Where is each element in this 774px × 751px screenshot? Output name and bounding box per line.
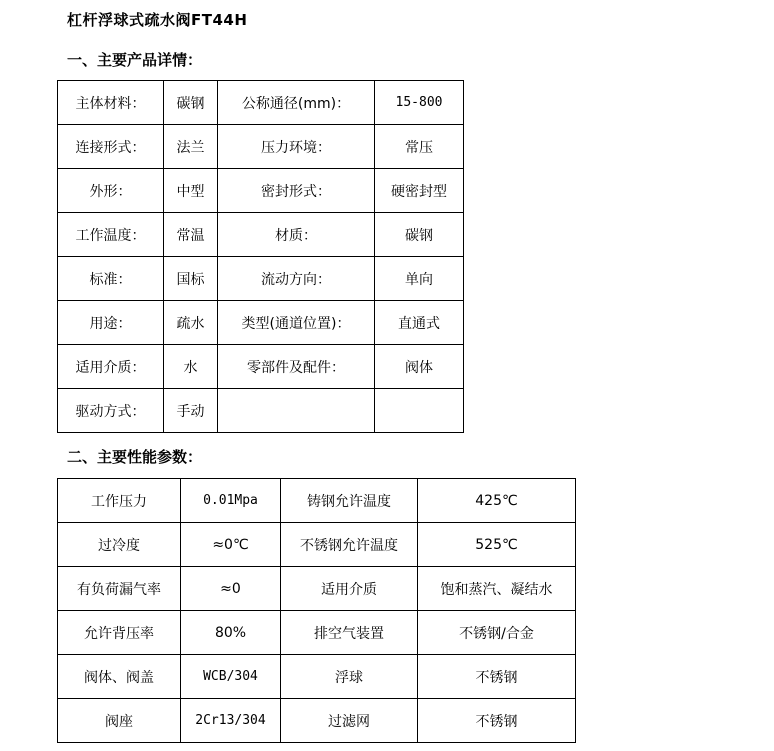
table-row (58, 213, 464, 257)
table-cell: 单向 (375, 257, 464, 301)
table-cell: 适用介质 (281, 567, 418, 611)
table-cell: 过滤网 (281, 699, 418, 743)
table-row (58, 699, 576, 743)
table-cell: 法兰 (164, 125, 218, 169)
table-cell: 允许背压率 (58, 611, 181, 655)
table-cell: 碳钢 (164, 81, 218, 125)
table-cell: 525℃ (418, 523, 576, 567)
table-cell: WCB/304 (181, 655, 281, 699)
table-cell: 阀座 (58, 699, 181, 743)
table-cell: 过冷度 (58, 523, 181, 567)
table-cell: 手动 (164, 389, 218, 433)
table-cell: 标准： (58, 257, 164, 301)
document-title: 杠杆浮球式疏水阀FT44H (67, 11, 248, 29)
table-row (58, 169, 464, 213)
table-cell: 阀体、阀盖 (58, 655, 181, 699)
table-cell: 用途： (58, 301, 164, 345)
table-cell: 有负荷漏气率 (58, 567, 181, 611)
table-cell: 碳钢 (375, 213, 464, 257)
table-cell: 连接形式： (58, 125, 164, 169)
table-cell: 425℃ (418, 479, 576, 523)
table-cell: 排空气装置 (281, 611, 418, 655)
table-row (58, 389, 464, 433)
table-cell: 水 (164, 345, 218, 389)
table-cell: 材质： (218, 213, 375, 257)
table-cell (218, 389, 375, 433)
table-cell: 阀体 (375, 345, 464, 389)
table-cell: 适用介质： (58, 345, 164, 389)
table-row (58, 523, 576, 567)
table-cell: 驱动方式： (58, 389, 164, 433)
table-cell: 疏水 (164, 301, 218, 345)
table-cell: ≈0℃ (181, 523, 281, 567)
table-cell: 80% (181, 611, 281, 655)
table-cell: 中型 (164, 169, 218, 213)
table-row (58, 301, 464, 345)
table-row (58, 345, 464, 389)
table-cell: 不锈钢 (418, 699, 576, 743)
table-cell: 饱和蒸汽、凝结水 (418, 567, 576, 611)
table-row (58, 567, 576, 611)
table-cell: 国标 (164, 257, 218, 301)
table-cell: 不锈钢/合金 (418, 611, 576, 655)
table-cell: 硬密封型 (375, 169, 464, 213)
section-heading-performance-params: 二、主要性能参数： (67, 448, 203, 466)
table-cell: 主体材料： (58, 81, 164, 125)
table-cell: 常压 (375, 125, 464, 169)
table-cell: 0.01Mpa (181, 479, 281, 523)
table-cell: 外形： (58, 169, 164, 213)
table-cell: 直通式 (375, 301, 464, 345)
table-cell: 工作温度： (58, 213, 164, 257)
table-cell: 15-800 (375, 81, 464, 125)
table-cell: 公称通径(mm)： (218, 81, 375, 125)
section-heading-product-details: 一、主要产品详情： (67, 51, 203, 69)
table-row (58, 81, 464, 125)
table-row (58, 257, 464, 301)
product-details-table (57, 80, 464, 433)
table-row (58, 611, 576, 655)
table-row (58, 655, 576, 699)
table-cell: 浮球 (281, 655, 418, 699)
table-cell: 密封形式： (218, 169, 375, 213)
table-cell: 常温 (164, 213, 218, 257)
table-cell: ≈0 (181, 567, 281, 611)
table-cell: 工作压力 (58, 479, 181, 523)
table-cell: 类型(通道位置)： (218, 301, 375, 345)
table-cell: 铸钢允许温度 (281, 479, 418, 523)
table-cell: 零部件及配件： (218, 345, 375, 389)
table-cell: 流动方向： (218, 257, 375, 301)
table-row (58, 479, 576, 523)
table-cell: 不锈钢 (418, 655, 576, 699)
table-row (58, 125, 464, 169)
table-cell: 2Cr13/304 (181, 699, 281, 743)
table-cell: 不锈钢允许温度 (281, 523, 418, 567)
performance-params-table (57, 478, 576, 743)
table-cell: 压力环境： (218, 125, 375, 169)
table-cell (375, 389, 464, 433)
